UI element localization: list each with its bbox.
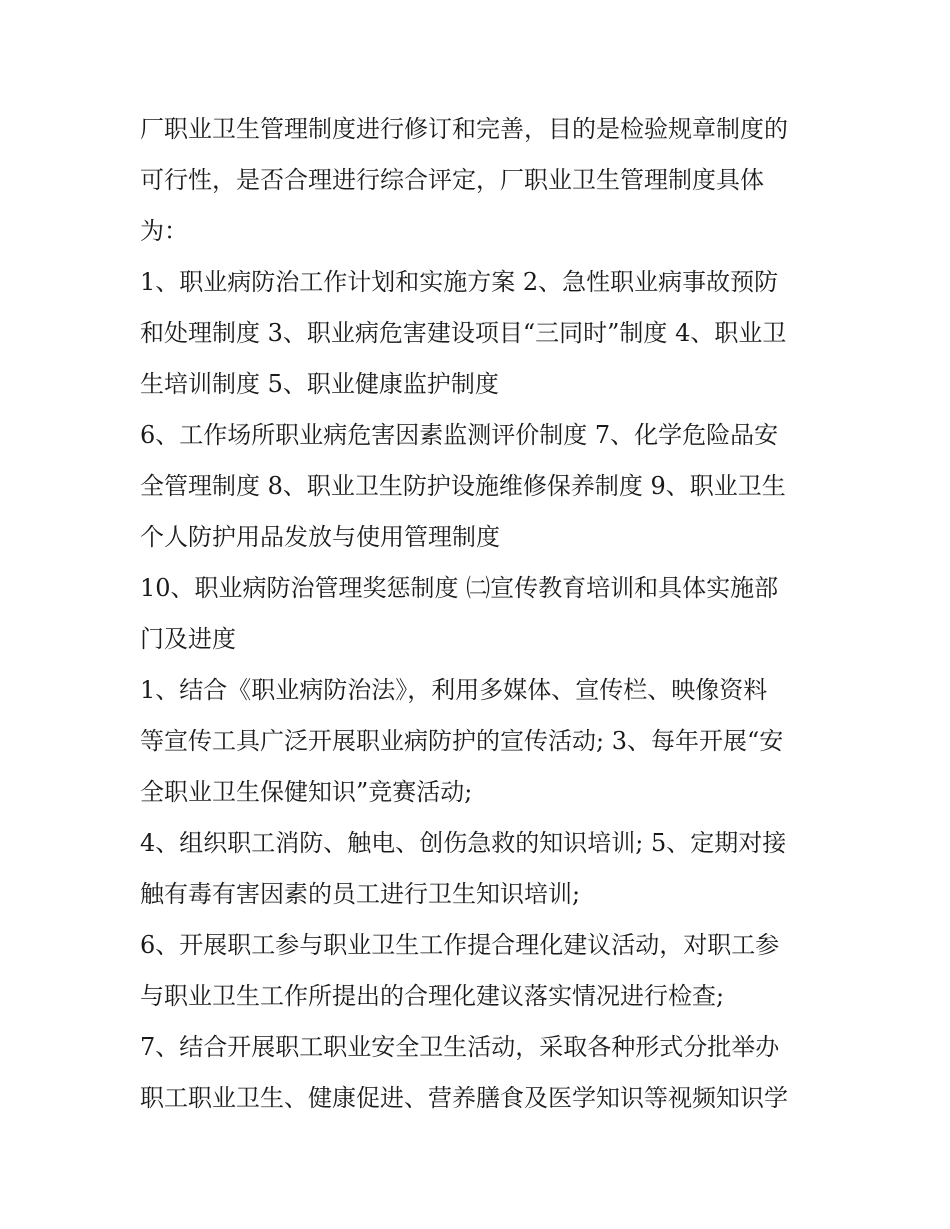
- paragraph-training-6: 6、开展职工参与职业卫生工作提合理化建议活动，对职工参 与职业卫生工作所提出的合理化建议落实情况进行检查;: [140, 931, 780, 1010]
- paragraph-intro: 厂职业卫生管理制度进行修订和完善，目的是检验规章制度的 可行性，是否合理进行综合评定，厂职业卫生管理制度具体 为：: [140, 115, 788, 245]
- paragraph-list-6-9: 6、工作场所职业病危害因素监测评价制度 7、化学危险品安 全管理制度 8、职业卫生防护设施维修保养制度 9、职业卫生 个人防护用品发放与使用管理制度: [140, 421, 786, 551]
- paragraph-training-7: 7、结合开展职工职业安全卫生活动，采取各种形式分批举办 职工职业卫生、健康促进、营养膳食及医学知识等视频知识学: [140, 1033, 788, 1112]
- paragraph-training-4-5: 4、组织职工消防、触电、创伤急救的知识培训; 5、定期对接 触有毒有害因素的员工进行卫生知识培训;: [140, 829, 787, 908]
- document-body: [140, 104, 820, 1124]
- paragraph-list-1-5: 1、职业病防治工作计划和实施方案 2、急性职业病事故预防 和处理制度 3、职业病危害建设项目“三同时”制度 4、职业卫 生培训制度 5、职业健康监护制度: [140, 268, 787, 398]
- paragraph-list-10: 10、职业病防治管理奖惩制度 ㈡宣传教育培训和具体实施部 门及进度: [140, 574, 779, 653]
- paragraph-training-1-3: 1、结合《职业病防治法》，利用多媒体、宣传栏、映像资料 等宣传工具广泛开展职业病防护的宣传活动; 3、每年开展“安 全职业卫生保健知识”竞赛活动;: [140, 676, 784, 806]
